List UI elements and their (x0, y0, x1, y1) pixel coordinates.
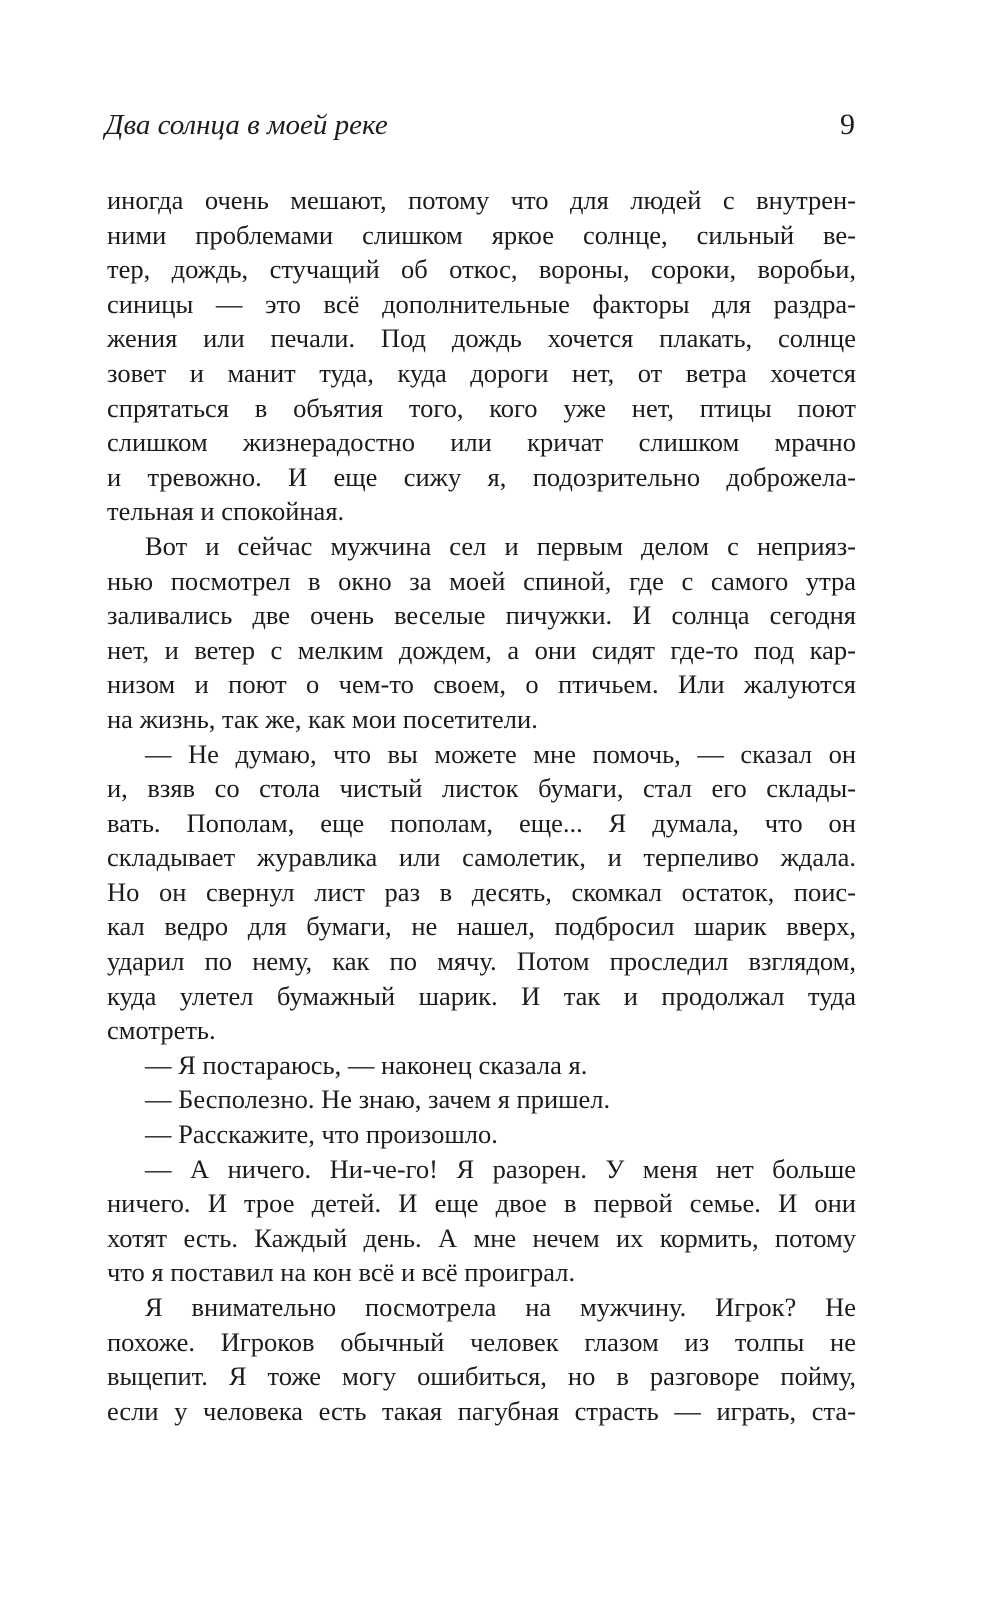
text-line: — Бесполезно. Не знаю, зачем я пришел. (145, 1084, 611, 1115)
text-line: ничего. И трое детей. И еще двое в первой семье. И они (107, 1188, 856, 1219)
text-line: на жизнь, так же, как мои посетители. (107, 703, 538, 734)
text-line: Вот и сейчас мужчина сел и первым делом с неприяз- (145, 530, 856, 561)
text-line: низом и поют о чем-то своем, о птичьем. Или жалуются (107, 669, 856, 700)
text-line: Я внимательно посмотрела на мужчину. Игрок? Не (145, 1292, 856, 1322)
text-line: — Я постараюсь, — наконец сказала я. (145, 1049, 588, 1080)
text-line: — А ничего. Ни-че-го! Я разорен. У меня нет больше (145, 1153, 856, 1184)
running-head (105, 105, 855, 145)
text-line: нет, и ветер с мелким дождем, а они сидят где-то под кар- (107, 634, 856, 665)
text-line: Но он свернул лист раз в десять, скомкал остаток, поис- (107, 876, 856, 907)
text-line: куда улетел бумажный шарик. И так и продолжал туда (107, 980, 856, 1011)
text-line: смотреть. (107, 1015, 216, 1046)
text-line: жения или печали. Под дождь хочется плакать, солнце (107, 323, 856, 354)
text-line: хотят есть. Каждый день. А мне нечем их кормить, потому (107, 1222, 856, 1253)
text-line: заливались две очень веселые пичужки. И солнца сегодня (107, 600, 856, 631)
book-title: Два солнца в моей реке (105, 109, 388, 141)
text-line: нью посмотрел в окно за моей спиной, где с самого утра (107, 565, 856, 596)
text-line: — Расскажите, что произошло. (145, 1119, 498, 1150)
text-line: если у человека есть такая пагубная страсть — играть, ста- (107, 1395, 856, 1426)
text-line: слишком жизнерадостно или кричат слишком мрачно (107, 427, 856, 458)
text-line: похоже. Игроков обычный человек глазом из толпы не (107, 1326, 856, 1357)
text-line: выцепит. Я тоже могу ошибиться, но в разговоре пойму, (107, 1361, 856, 1392)
text-line: и тревожно. И еще сижу я, подозрительно доброжела- (107, 461, 856, 492)
text-line: зовет и манит туда, куда дороги нет, от ветра хочется (107, 357, 856, 388)
text-line: что я поставил на кон всё и всё проиграл. (107, 1257, 576, 1288)
text-line: кал ведро для бумаги, не нашел, подбросил шарик вверх, (107, 911, 856, 942)
page-number: 9 (840, 108, 855, 141)
text-line: тер, дождь, стучащий об откос, вороны, сороки, воробьи, (107, 254, 856, 285)
text-line: — Не думаю, что вы можете мне помочь, — сказал он (145, 738, 856, 769)
text-line: ударил по нему, как по мячу. Потом проследил взглядом, (107, 946, 856, 977)
body-text (107, 183, 856, 1428)
text-line: тельная и спокойная. (107, 496, 345, 527)
text-line: вать. Пополам, еще пополам, еще... Я думала, что он (107, 807, 856, 838)
text-line: ними проблемами слишком яркое солнце, сильный ве- (107, 219, 856, 250)
text-line: синицы — это всё дополнительные факторы для раздра- (107, 288, 856, 319)
text-line: спрятаться в объятия того, кого уже нет, птицы поют (107, 392, 856, 423)
text-line: иногда очень мешают, потому что для людей с внутрен- (107, 185, 856, 215)
text-line: и, взяв со стола чистый листок бумаги, стал его склады- (107, 773, 856, 804)
text-line: складывает журавлика или самолетик, и терпеливо ждала. (107, 842, 856, 873)
